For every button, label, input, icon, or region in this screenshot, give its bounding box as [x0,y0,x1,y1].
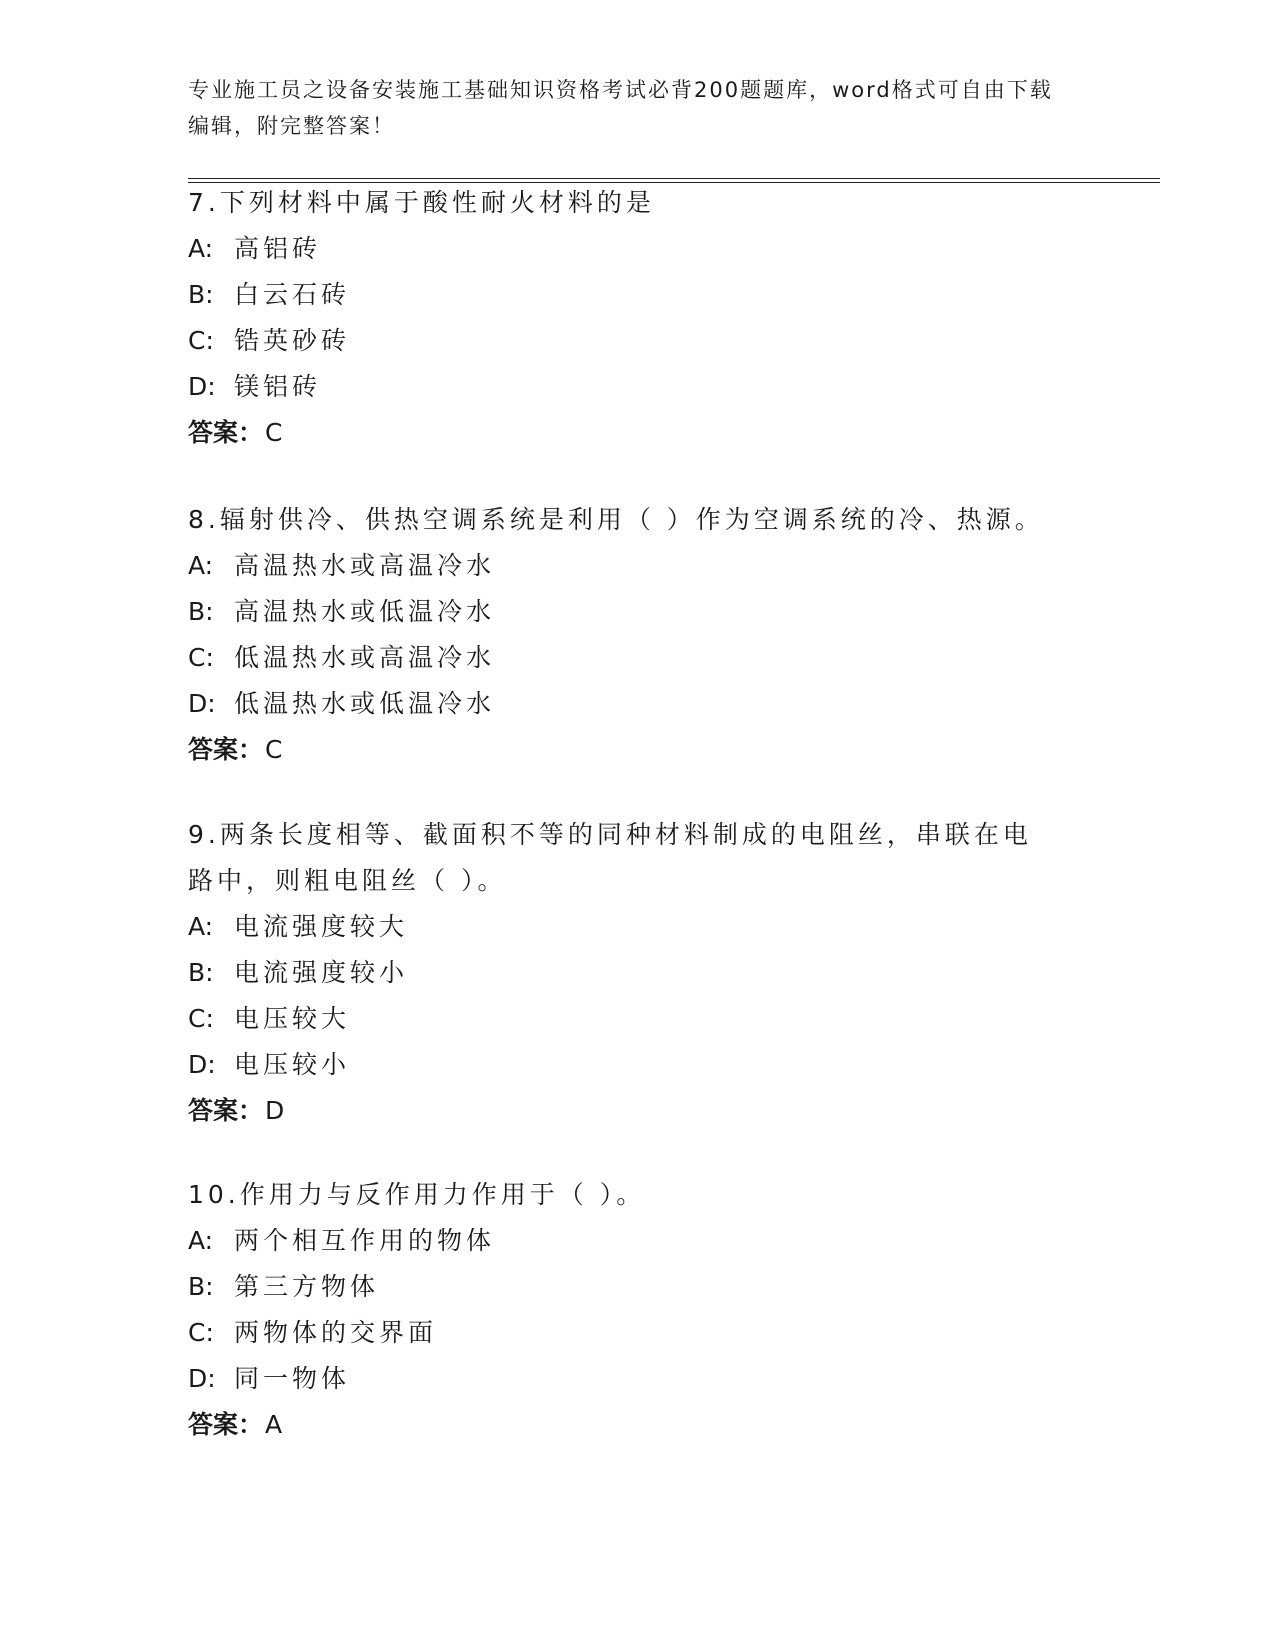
answer-value: C [265,735,283,764]
question-stem: 10.作用力与反作用力作用于（ ）。 [188,1180,646,1209]
option-text: 第三方物体 [234,1272,380,1301]
option-text: 镁铝砖 [234,372,322,401]
option-b [188,589,1088,635]
answer-line [188,1402,1088,1448]
option-text: 白云石砖 [234,280,351,309]
option-a [188,543,1088,589]
answer-label: 答案： [188,735,264,764]
option-text: 两物体的交界面 [234,1318,438,1347]
option-text: 高铝砖 [234,234,322,263]
option-d [188,1356,1088,1402]
option-text: 电流强度较大 [234,912,409,941]
answer-value: C [265,418,283,447]
option-text: 低温热水或高温冷水 [234,643,496,672]
option-key: B: [188,1272,214,1301]
option-text: 电压较大 [234,1004,351,1033]
option-key: C: [188,1004,214,1033]
option-key: D: [188,1364,216,1393]
answer-line [188,410,1088,456]
option-text: 电流强度较小 [234,958,409,987]
option-d [188,681,1088,727]
option-c [188,996,1048,1042]
question-block [188,180,1088,456]
option-key: A: [188,551,214,580]
option-a [188,226,1088,272]
answer-value: A [265,1410,283,1439]
question-block [188,812,1048,1134]
option-text: 高温热水或高温冷水 [234,551,496,580]
option-b [188,1264,1088,1310]
question-stem: 9.两条长度相等、截面积不等的同种材料制成的电阻丝，串联在电路中，则粗电阻丝（ ）。 [188,820,1032,895]
answer-label: 答案： [188,1096,264,1125]
option-text: 锆英砂砖 [234,326,351,355]
option-key: A: [188,1226,214,1255]
document-header: 专业施工员之设备安装施工基础知识资格考试必背200题题库，word格式可自由下载编辑，附完整答案！ [188,78,1053,138]
option-key: D: [188,1050,216,1079]
option-text: 两个相互作用的物体 [234,1226,496,1255]
option-text: 电压较小 [234,1050,351,1079]
option-c [188,318,1088,364]
option-a [188,904,1048,950]
option-d [188,1042,1048,1088]
answer-label: 答案： [188,1410,264,1439]
option-key: C: [188,326,214,355]
option-key: C: [188,643,214,672]
option-c [188,635,1088,681]
question-block [188,497,1088,773]
option-b [188,950,1048,996]
answer-line [188,1088,1048,1134]
answer-value: D [265,1096,285,1125]
option-text: 同一物体 [234,1364,351,1393]
option-key: D: [188,689,216,718]
option-key: B: [188,958,214,987]
option-key: D: [188,372,216,401]
option-d [188,364,1088,410]
option-c [188,1310,1088,1356]
option-a [188,1218,1088,1264]
answer-label: 答案： [188,418,264,447]
option-key: A: [188,234,214,263]
option-key: C: [188,1318,214,1347]
option-key: B: [188,280,214,309]
answer-line [188,727,1088,773]
option-b [188,272,1088,318]
question-stem: 8.辐射供冷、供热空调系统是利用（ ）作为空调系统的冷、热源。 [188,505,1044,534]
question-block [188,1172,1088,1448]
option-text: 高温热水或低温冷水 [234,597,496,626]
option-key: A: [188,912,214,941]
option-text: 低温热水或低温冷水 [234,689,496,718]
question-stem: 7.下列材料中属于酸性耐火材料的是 [188,188,655,217]
option-key: B: [188,597,214,626]
